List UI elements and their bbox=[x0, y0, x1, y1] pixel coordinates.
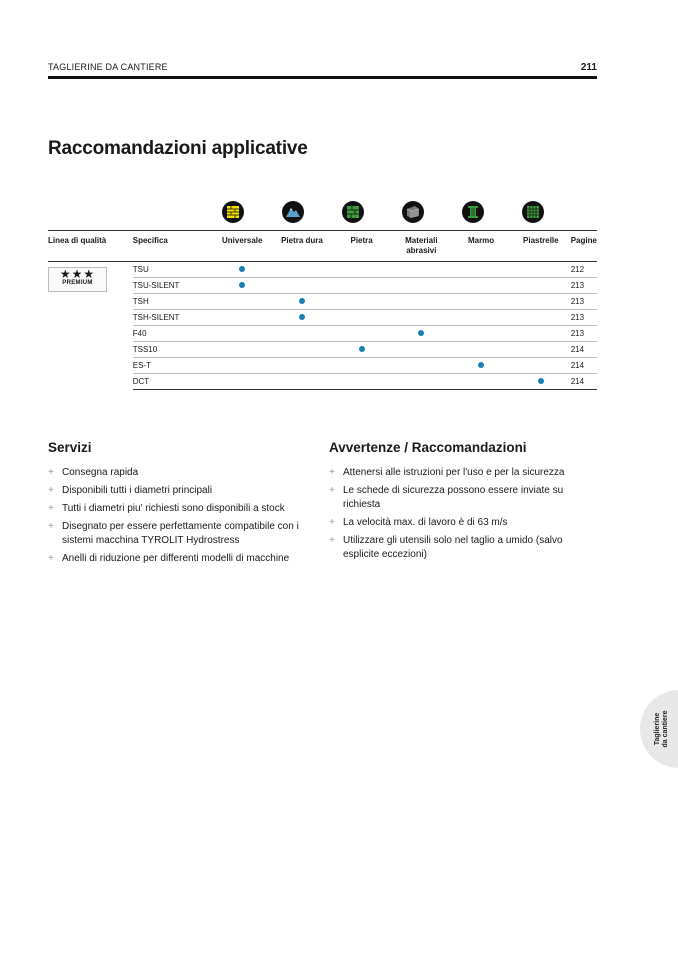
category-cell bbox=[272, 294, 332, 310]
category-cell bbox=[511, 294, 571, 310]
warnings-list bbox=[329, 466, 589, 566]
category-cell bbox=[212, 294, 272, 310]
header-pages: Pagine bbox=[571, 231, 597, 262]
header-materiali-abrasivi-label: Materiali abrasivi bbox=[405, 236, 438, 255]
header-marmo: Marmo bbox=[451, 231, 511, 262]
spec-cell: TSU bbox=[133, 262, 213, 278]
category-cell bbox=[451, 374, 511, 390]
category-cell bbox=[272, 374, 332, 390]
spec-cell: DCT bbox=[133, 374, 213, 390]
category-cell bbox=[511, 374, 571, 390]
page-cell: 214 bbox=[571, 342, 597, 358]
table-body bbox=[48, 262, 597, 390]
premium-label: PREMIUM bbox=[62, 280, 93, 286]
list-item-text: Disegnato per essere perfettamente compatibile con i sistemi macchina TYROLIT Hydrostress bbox=[62, 521, 299, 546]
recommendation-dot bbox=[478, 362, 484, 368]
list-item-text: Utilizzare gli utensili solo nel taglio a umido (salvo esplicite eccezioni) bbox=[343, 535, 563, 560]
page-title: Raccomandazioni applicative bbox=[48, 138, 308, 159]
premium-stars: ★★★ bbox=[59, 267, 96, 281]
list-item-text: Consegna rapida bbox=[62, 467, 139, 478]
stone-wall-icon bbox=[342, 201, 364, 223]
recommendation-dot bbox=[418, 330, 424, 336]
plus-icon: + bbox=[48, 503, 54, 514]
page-cell: 212 bbox=[571, 262, 597, 278]
category-cell bbox=[332, 326, 392, 342]
list-item bbox=[329, 516, 589, 530]
category-cell bbox=[272, 358, 332, 374]
category-cell bbox=[511, 326, 571, 342]
category-cell bbox=[511, 278, 571, 294]
category-cell bbox=[272, 262, 332, 278]
table-header-row bbox=[48, 231, 597, 262]
services-title: Servizi bbox=[48, 440, 92, 455]
category-cell bbox=[391, 310, 451, 326]
header-materiali-abrasivi bbox=[391, 231, 451, 262]
category-cell bbox=[212, 262, 272, 278]
list-item bbox=[48, 484, 313, 498]
header-rule bbox=[48, 76, 597, 79]
category-cell bbox=[332, 374, 392, 390]
list-item bbox=[48, 502, 313, 516]
list-item bbox=[329, 534, 589, 562]
category-cell bbox=[212, 326, 272, 342]
category-cell bbox=[391, 326, 451, 342]
category-cell bbox=[212, 374, 272, 390]
category-cell bbox=[451, 326, 511, 342]
spec-cell: TSH-SILENT bbox=[133, 310, 213, 326]
bricks-icon bbox=[222, 201, 244, 223]
list-item-text: Attenersi alle istruzioni per l'uso e per la sicurezza bbox=[343, 467, 565, 478]
header-piastrelle: Piastrelle bbox=[511, 231, 571, 262]
spec-cell: TSS10 bbox=[133, 342, 213, 358]
spec-cell: TSH bbox=[133, 294, 213, 310]
abrasive-block-icon bbox=[402, 201, 424, 223]
page-cell: 214 bbox=[571, 374, 597, 390]
spec-cell: F40 bbox=[133, 326, 213, 342]
header-pietra-dura: Pietra dura bbox=[272, 231, 332, 262]
tiles-icon bbox=[522, 201, 544, 223]
column-icon bbox=[462, 201, 484, 223]
header-spec: Specifica bbox=[133, 231, 213, 262]
category-cell bbox=[332, 358, 392, 374]
category-cell bbox=[272, 342, 332, 358]
category-cell bbox=[332, 342, 392, 358]
page-cell: 213 bbox=[571, 278, 597, 294]
spec-cell: TSU-SILENT bbox=[133, 278, 213, 294]
list-item bbox=[329, 466, 589, 480]
category-cell bbox=[332, 294, 392, 310]
recommendation-dot bbox=[239, 266, 245, 272]
recommendation-table bbox=[48, 230, 597, 390]
category-cell bbox=[451, 294, 511, 310]
category-cell bbox=[451, 358, 511, 374]
category-cell bbox=[511, 262, 571, 278]
page-cell: 214 bbox=[571, 358, 597, 374]
side-tab-line1: Taglierine bbox=[654, 712, 661, 746]
plus-icon: + bbox=[329, 535, 335, 546]
list-item bbox=[48, 552, 313, 566]
page-number: 211 bbox=[580, 62, 597, 73]
list-item-text: La velocità max. di lavoro è di 63 m/s bbox=[343, 517, 508, 528]
recommendation-dot bbox=[538, 378, 544, 384]
list-item-text: Tutti i diametri piu' richiesti sono disponibili a stock bbox=[62, 503, 285, 514]
recommendation-dot bbox=[359, 346, 365, 352]
list-item-text: Disponibili tutti i diametri principali bbox=[62, 485, 213, 496]
category-cell bbox=[451, 278, 511, 294]
recommendation-dot bbox=[299, 314, 305, 320]
side-tab-label bbox=[648, 700, 674, 758]
category-cell bbox=[391, 358, 451, 374]
list-item bbox=[48, 466, 313, 480]
warnings-title: Avvertenze / Raccomandazioni bbox=[329, 440, 527, 455]
list-item bbox=[329, 484, 589, 512]
plus-icon: + bbox=[48, 521, 54, 532]
spec-cell: ES-T bbox=[133, 358, 213, 374]
header-quality-line: Linea di qualità bbox=[48, 231, 133, 262]
list-item bbox=[48, 520, 313, 548]
page-cell: 213 bbox=[571, 310, 597, 326]
plus-icon: + bbox=[329, 485, 335, 496]
category-cell bbox=[451, 342, 511, 358]
category-cell bbox=[212, 310, 272, 326]
plus-icon: + bbox=[48, 553, 54, 564]
recommendation-dot bbox=[299, 298, 305, 304]
plus-icon: + bbox=[329, 467, 335, 478]
category-cell bbox=[451, 262, 511, 278]
category-cell bbox=[391, 278, 451, 294]
side-tab-line2: da cantiere bbox=[662, 710, 669, 748]
category-cell bbox=[212, 358, 272, 374]
category-cell bbox=[511, 310, 571, 326]
header-pietra: Pietra bbox=[332, 231, 392, 262]
category-icons bbox=[0, 201, 678, 225]
table-row bbox=[48, 262, 597, 278]
category-cell bbox=[391, 262, 451, 278]
category-cell bbox=[212, 342, 272, 358]
page-cell: 213 bbox=[571, 294, 597, 310]
category-cell bbox=[391, 342, 451, 358]
category-cell bbox=[511, 342, 571, 358]
services-list bbox=[48, 466, 313, 570]
category-cell bbox=[272, 310, 332, 326]
category-cell bbox=[332, 262, 392, 278]
plus-icon: + bbox=[48, 485, 54, 496]
premium-badge bbox=[48, 267, 107, 292]
category-cell bbox=[332, 310, 392, 326]
category-cell bbox=[391, 294, 451, 310]
category-cell bbox=[391, 374, 451, 390]
category-cell bbox=[212, 278, 272, 294]
page-cell: 213 bbox=[571, 326, 597, 342]
category-cell bbox=[332, 278, 392, 294]
plus-icon: + bbox=[329, 517, 335, 528]
mountain-icon bbox=[282, 201, 304, 223]
header-universale: Universale bbox=[212, 231, 272, 262]
list-item-text: Anelli di riduzione per differenti modelli di macchine bbox=[62, 553, 290, 564]
category-cell bbox=[272, 278, 332, 294]
category-cell bbox=[272, 326, 332, 342]
category-cell bbox=[511, 358, 571, 374]
section-title: TAGLIERINE DA CANTIERE bbox=[48, 62, 168, 72]
category-cell bbox=[451, 310, 511, 326]
quality-line-cell bbox=[48, 262, 133, 390]
recommendation-dot bbox=[239, 282, 245, 288]
list-item-text: Le schede di sicurezza possono essere inviate su richiesta bbox=[343, 485, 564, 510]
plus-icon: + bbox=[48, 467, 54, 478]
